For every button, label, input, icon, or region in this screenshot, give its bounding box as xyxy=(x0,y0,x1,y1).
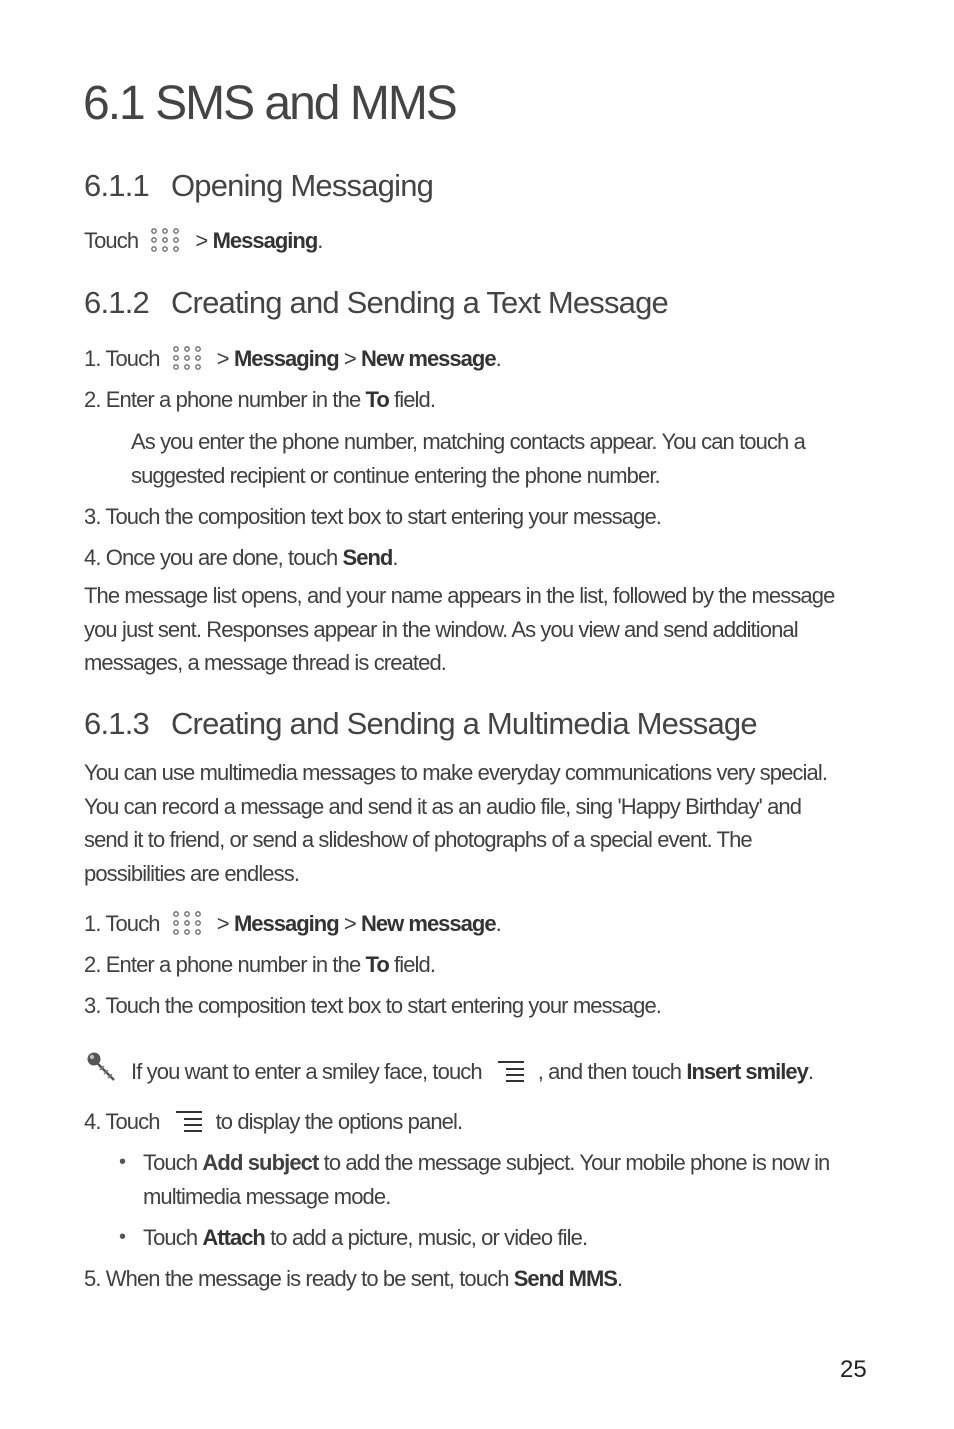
section-number: 6.1.1 xyxy=(84,168,149,203)
step-label: 1. Touch xyxy=(84,346,160,371)
section-title: Creating and Sending a Text Message xyxy=(170,285,669,320)
separator: > xyxy=(338,346,362,371)
apps-grid-icon xyxy=(172,346,202,370)
section-heading-text-message xyxy=(84,283,668,323)
text-step-1 xyxy=(84,347,501,372)
apps-grid-icon xyxy=(172,911,202,935)
tip-note-icon xyxy=(84,1050,120,1086)
section-heading-opening-messaging xyxy=(84,166,433,206)
to-field-label: To xyxy=(365,387,389,412)
bullet-attach xyxy=(143,1226,587,1250)
step-text: field. xyxy=(388,387,436,412)
page-title: 6.1 SMS and MMS xyxy=(83,77,456,130)
separator: > xyxy=(190,228,213,253)
period: . xyxy=(317,228,323,253)
message-list-paragraph xyxy=(84,579,884,680)
messaging-label: Messaging xyxy=(233,346,339,371)
text-step-4 xyxy=(84,546,398,570)
text-step-2-detail xyxy=(131,425,931,492)
period: . xyxy=(495,911,501,936)
insert-smiley-label: Insert smiley xyxy=(686,1059,808,1084)
section-title: Opening Messaging xyxy=(170,168,434,203)
menu-icon xyxy=(174,1109,204,1133)
touch-label: Touch xyxy=(84,228,139,253)
period: . xyxy=(392,545,398,570)
detail-line: suggested recipient or continue entering the phone number. xyxy=(131,462,660,488)
mms-step-4 xyxy=(84,1110,462,1135)
step-text: 5. When the message is ready to be sent, touch xyxy=(84,1266,514,1291)
bullet-text: multimedia message mode. xyxy=(143,1183,391,1209)
period: . xyxy=(495,346,501,371)
section-number: 6.1.2 xyxy=(84,285,149,320)
step-label: 1. Touch xyxy=(84,911,160,936)
step-text: to display the options panel. xyxy=(215,1109,463,1134)
paragraph-line: The message list opens, and your name appears in the list, followed by the message xyxy=(84,583,835,608)
detail-line: As you enter the phone number, matching contacts appear. You can touch a xyxy=(131,429,805,454)
step-text: 2. Enter a phone number in the xyxy=(84,952,366,977)
bullet-text: Touch xyxy=(143,1225,203,1250)
page-number: 25 xyxy=(840,1356,867,1383)
to-field-label: To xyxy=(365,952,389,977)
separator: > xyxy=(338,911,362,936)
section-title: Creating and Sending a Multimedia Message xyxy=(170,706,757,741)
bullet-add-subject xyxy=(143,1146,943,1213)
messaging-label: Messaging xyxy=(212,228,318,253)
apps-grid-icon xyxy=(150,228,180,252)
section-heading-multimedia-message xyxy=(84,704,757,744)
mms-step-3: 3. Touch the composition text box to start entering your message. xyxy=(84,993,661,1018)
smiley-tip xyxy=(131,1060,813,1085)
opening-messaging-instruction xyxy=(84,229,323,254)
paragraph-line: You can record a message and send it as an audio file, sing 'Happy Birthday' and xyxy=(84,793,802,819)
period: . xyxy=(616,1266,623,1291)
new-message-label: New message xyxy=(361,911,496,936)
paragraph-line: You can use multimedia messages to make everyday communications very special. xyxy=(84,760,828,785)
new-message-label: New message xyxy=(361,346,496,371)
paragraph-line: send it to friend, or send a slideshow of photographs of a special event. The xyxy=(84,827,752,852)
attach-label: Attach xyxy=(202,1225,265,1250)
send-mms-label: Send MMS xyxy=(513,1266,617,1291)
paragraph-line: you just sent. Responses appear in the window. As you view and send additional xyxy=(84,616,798,642)
mms-step-5 xyxy=(84,1267,622,1291)
step-label: 4. Touch xyxy=(84,1109,160,1134)
separator: > xyxy=(211,911,234,936)
period: . xyxy=(807,1059,814,1084)
bullet-marker: • xyxy=(119,1226,127,1248)
bullet-text: to add the message subject. Your mobile phone is now in xyxy=(318,1150,830,1175)
step-text: field. xyxy=(388,952,436,977)
text-step-3: 3. Touch the composition text box to start entering your message. xyxy=(84,504,661,529)
step-text: 2. Enter a phone number in the xyxy=(84,387,366,412)
step-text: 4. Once you are done, touch xyxy=(84,545,343,570)
paragraph-line: messages, a message thread is created. xyxy=(84,650,447,675)
add-subject-label: Add subject xyxy=(202,1150,319,1175)
multimedia-intro-paragraph xyxy=(84,756,884,890)
menu-icon xyxy=(496,1059,526,1083)
send-label: Send xyxy=(342,545,393,570)
mms-step-1 xyxy=(84,912,501,937)
text-step-2 xyxy=(84,388,435,412)
bullet-text: to add a picture, music, or video file. xyxy=(264,1225,588,1250)
section-number: 6.1.3 xyxy=(84,706,149,741)
separator: > xyxy=(211,346,234,371)
tip-text: If you want to enter a smiley face, touch xyxy=(131,1059,482,1084)
tip-text: , and then touch xyxy=(537,1059,687,1084)
messaging-label: Messaging xyxy=(233,911,339,936)
mms-step-2 xyxy=(84,953,435,977)
bullet-text: Touch xyxy=(143,1150,203,1175)
bullet-marker: • xyxy=(119,1151,127,1173)
paragraph-line: possibilities are endless. xyxy=(84,860,300,886)
